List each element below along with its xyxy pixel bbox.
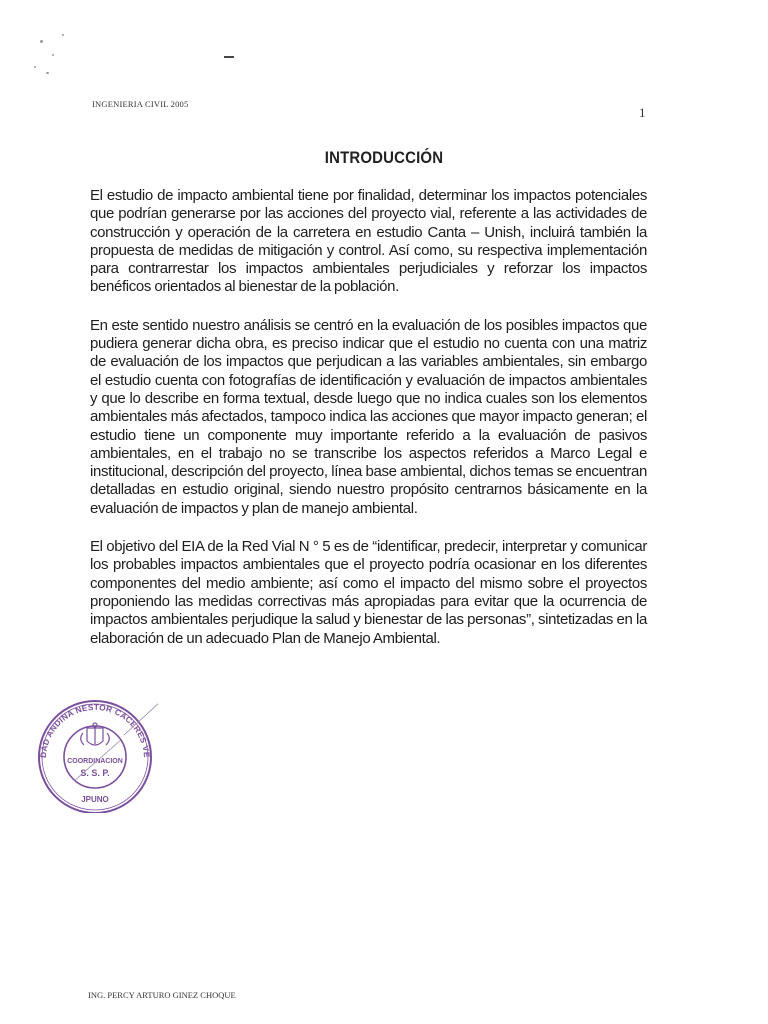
scan-speck xyxy=(34,66,36,68)
scan-speck xyxy=(62,34,64,36)
university-stamp xyxy=(32,695,158,813)
stamp-center-text: COORDINACION xyxy=(67,758,123,765)
paragraph-3: El objetivo del EIA de la Red Vial N ° 5 es de “identificar, predecir, interpretar y comunicar los probables impactos ambientales que el proyecto podría ocasionar en los diferentes componentes del medio ambiente; así como el impacto del mismo sobre el proyectos proponiendo las medidas correctivas más apropiadas para evitar que la ocurrencia de impactos ambientales perjudique la salud y bienestar de las personas”, sintetizadas en la elaboración de un adecuado Plan de Manejo Ambiental. xyxy=(90,538,647,647)
scan-speck xyxy=(40,40,43,43)
paragraph-1: El estudio de impacto ambiental tiene por finalidad, determinar los impactos potenciales que podrían generarse por las acciones del proyecto vial, referente a las actividades de construcción y operación de la carretera en estudio Canta – Unish, incluirá también la propuesta de medidas de mitigación y control. Así como, su respectiva implementación para contrarrestar los impactos ambientales perjudiciales y reforzar los impactos benéficos orientados al bienestar de la población. xyxy=(90,187,647,296)
scan-speck xyxy=(46,72,49,74)
stamp-center-subtext: S. S. P. xyxy=(80,768,110,778)
running-header: INGENIERIA CIVIL 2005 xyxy=(92,99,189,109)
paragraph-2: En este sentido nuestro análisis se centró en la evaluación de los posibles impactos que pudiera generar dicha obra, es preciso indicar que el estudio no cuenta con una matriz de evaluación de los impactos que perjudican a las variables ambientales, sin embargo el estudio cuenta con fotografías de identificación y evaluación de impactos ambientales y que lo describe en forma textual, desde luego que no indica cuales son los elementos ambientales más afectados, tampoco indica las acciones que mayor impacto generan; el estudio tiene un componente muy importante referido a la evaluación de pasivos ambientales, en el trabajo no se transcribe los aspectos referidos a Marco Legal e institucional, descripción del proyecto, línea base ambiental, dichos temas se encuentran detalladas en estudio original, siendo nuestro propósito centrarnos básicamente en la evaluación de impactos y plan de manejo ambiental. xyxy=(90,316,647,517)
scan-speck xyxy=(52,54,54,56)
page-title: INTRODUCCIÓN xyxy=(324,148,444,167)
scan-mark xyxy=(224,56,234,58)
page-number: 1 xyxy=(639,105,646,120)
stamp-seal xyxy=(32,695,158,813)
stamp-outer-text: DAD ANDINA NESTOR CACERES VE xyxy=(38,702,152,759)
body-text xyxy=(90,187,647,668)
stamp-bottom-text: JPUNO xyxy=(81,795,109,804)
footer-author: ING. PERCY ARTURO GINEZ CHOQUE xyxy=(88,990,236,1000)
